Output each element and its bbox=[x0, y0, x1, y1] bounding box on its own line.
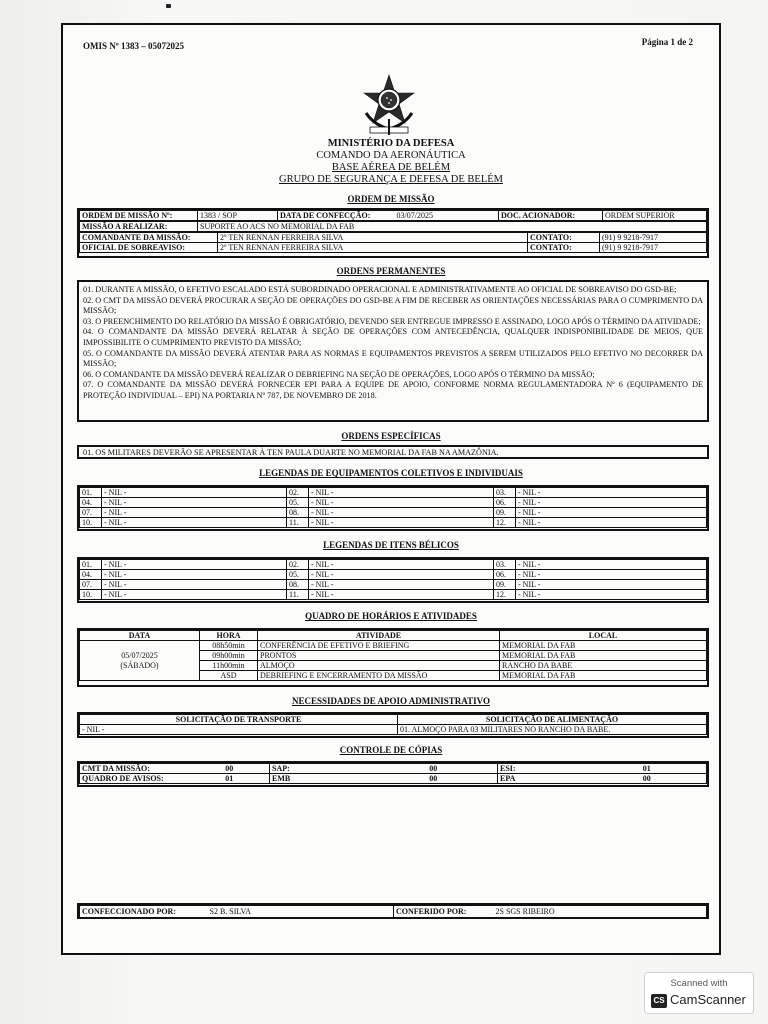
ordem-num-label: ORDEM DE MISSÃO Nº: bbox=[80, 211, 198, 221]
permanentes-box bbox=[77, 280, 709, 422]
copia-label: SAP: bbox=[270, 764, 370, 774]
org-command: COMANDO DA AERONÁUTICA bbox=[316, 150, 466, 161]
cmt-value: 2º TEN RENNAN FERREIRA SILVA bbox=[218, 233, 528, 243]
document-page bbox=[61, 23, 721, 955]
legend-number: 10. bbox=[80, 518, 102, 528]
legend-number: 01. bbox=[80, 560, 102, 570]
scanned-with-text: Scanned with bbox=[670, 978, 728, 989]
apoio-table bbox=[77, 712, 709, 738]
permanente-item: 06. O COMANDANTE DA MISSÃO DEVERÁ REALIZAR O DEBRIEFING NA SEÇÃO DE OPERAÇÕES, LOGO APÓS O TÉRMINO DA MISSÃO; bbox=[83, 369, 595, 379]
especificas-title: ORDENS ESPECÍFICAS bbox=[341, 431, 441, 441]
legend-number: 03. bbox=[494, 488, 516, 498]
quadro-header-hora: HORA bbox=[200, 631, 258, 641]
copia-label: QUADRO DE AVISOS: bbox=[80, 774, 190, 784]
camscanner-badge bbox=[644, 972, 754, 1014]
quadro-local: MEMORIAL DA FAB bbox=[500, 671, 707, 681]
legend-value: - NIL - bbox=[102, 518, 287, 528]
ordem-num-value: 1383 / SOP bbox=[198, 211, 278, 221]
belicos-table bbox=[77, 557, 709, 603]
permanente-item: 05. O COMANDANTE DA MISSÃO DEVERÁ ATENTAR PARA AS NORMAS E EQUIPAMENTOS PREVISTOS A SEREM UTILIZADOS PELO EFETIVO NO DECORRER DA MISSÃO; bbox=[83, 348, 703, 369]
legend-value: - NIL - bbox=[102, 560, 287, 570]
transporte-value: - NIL - bbox=[80, 725, 398, 735]
org-group: GRUPO DE SEGURANÇA E DEFESA DE BELÉM bbox=[278, 174, 504, 185]
legend-value: - NIL - bbox=[102, 508, 287, 518]
legend-number: 09. bbox=[494, 508, 516, 518]
legend-number: 06. bbox=[494, 498, 516, 508]
especificas-text: 01. OS MILITARES DEVERÃO SE APRESENTAR À TEN PAULA DUARTE NO MEMORIAL DA FAB NA AMAZÔNIA. bbox=[83, 448, 499, 457]
cmt-contato-label: CONTATO: bbox=[528, 233, 600, 243]
legend-value: - NIL - bbox=[102, 580, 287, 590]
permanente-item: 03. O PREENCHIMENTO DO RELATÓRIO DA MISSÃO É OBRIGATÓRIO, DEVENDO SER ENTREGUE IMPRESSO E ASSINADO, LOGO APÓS O TÉRMINO DA ATIVIDADE; bbox=[83, 316, 701, 326]
quadro-weekday: (SÁBADO) bbox=[120, 660, 159, 670]
oficial-contato-label: CONTATO: bbox=[528, 243, 600, 253]
legend-value: - NIL - bbox=[102, 590, 287, 600]
quadro-hora: 09h00min bbox=[200, 651, 258, 661]
legend-number: 02. bbox=[287, 488, 309, 498]
ordem-box bbox=[77, 208, 709, 258]
legend-value: - NIL - bbox=[516, 488, 707, 498]
legend-value: - NIL - bbox=[102, 498, 287, 508]
quadro-local: MEMORIAL DA FAB bbox=[500, 651, 707, 661]
legend-value: - NIL - bbox=[309, 518, 494, 528]
coat-of-arms-icon bbox=[356, 73, 422, 139]
especificas-box bbox=[77, 445, 709, 459]
equipamentos-table bbox=[77, 485, 709, 531]
legend-number: 05. bbox=[287, 570, 309, 580]
legend-value: - NIL - bbox=[309, 508, 494, 518]
oficial-label: OFICIAL DE SOBREAVISO: bbox=[80, 243, 218, 253]
scan-speck bbox=[166, 4, 171, 8]
legend-value: - NIL - bbox=[516, 560, 707, 570]
equipamentos-title: LEGENDAS DE EQUIPAMENTOS COLETIVOS E INDIVIDUAIS bbox=[259, 468, 523, 478]
data-confeccao-label: DATA DE CONFECÇÃO: bbox=[278, 211, 395, 221]
legend-number: 12. bbox=[494, 590, 516, 600]
permanente-item: 01. DURANTE A MISSÃO, O EFETIVO ESCALADO ESTÁ SUBORDINADO OPERACIONAL E ADMINISTRATIVAMENTE AO OFICIAL DE SOBREAVISO DO GSD-BE; bbox=[83, 285, 677, 294]
legend-number: 02. bbox=[287, 560, 309, 570]
quadro-header-local: LOCAL bbox=[500, 631, 707, 641]
quadro-atividade: ALMOÇO bbox=[258, 661, 500, 671]
copia-value: 00 bbox=[588, 774, 707, 784]
legend-value: - NIL - bbox=[516, 518, 707, 528]
permanentes-title: ORDENS PERMANENTES bbox=[336, 266, 446, 276]
quadro-table bbox=[77, 628, 709, 687]
omis-number: OMIS Nº 1383 – 05072025 bbox=[83, 41, 184, 51]
alimentacao-value: 01. ALMOÇO PARA 03 MILITARES NO RANCHO DA BABE. bbox=[398, 725, 707, 735]
quadro-local: MEMORIAL DA FAB bbox=[500, 641, 707, 651]
org-ministry: MINISTÉRIO DA DEFESA bbox=[327, 138, 455, 149]
legend-value: - NIL - bbox=[309, 560, 494, 570]
legend-value: - NIL - bbox=[309, 498, 494, 508]
copia-value: 00 bbox=[370, 774, 498, 784]
org-base: BASE AÉREA DE BELÉM bbox=[331, 162, 451, 173]
legend-value: - NIL - bbox=[102, 570, 287, 580]
page-number: Página 1 de 2 bbox=[641, 37, 693, 47]
quadro-date: 05/07/2025 bbox=[121, 650, 158, 660]
camscanner-logo-icon: CS bbox=[651, 994, 667, 1008]
copia-label: EMB bbox=[270, 774, 370, 784]
ordem-title: ORDEM DE MISSÃO bbox=[347, 194, 435, 204]
data-confeccao-value: 03/07/2025 bbox=[395, 211, 499, 221]
quadro-title: QUADRO DE HORÁRIOS E ATIVIDADES bbox=[305, 611, 477, 621]
alimentacao-header: SOLICITAÇÃO DE ALIMENTAÇÃO bbox=[398, 715, 707, 725]
quadro-hora: 11h00min bbox=[200, 661, 258, 671]
legend-value: - NIL - bbox=[309, 580, 494, 590]
legend-value: - NIL - bbox=[309, 488, 494, 498]
copias-table bbox=[77, 761, 709, 787]
legend-value: - NIL - bbox=[516, 570, 707, 580]
quadro-local: RANCHO DA BABE bbox=[500, 661, 707, 671]
belicos-title: LEGENDAS DE ITENS BÉLICOS bbox=[323, 540, 459, 550]
legend-number: 03. bbox=[494, 560, 516, 570]
legend-value: - NIL - bbox=[516, 590, 707, 600]
quadro-date-cell bbox=[80, 641, 200, 681]
transporte-header: SOLICITAÇÃO DE TRANSPORTE bbox=[80, 715, 398, 725]
copia-value: 00 bbox=[190, 764, 270, 774]
doc-acionador-label: DOC. ACIONADOR: bbox=[499, 211, 603, 221]
quadro-atividade: CONFERÊNCIA DE EFETIVO E BRIEFING bbox=[258, 641, 500, 651]
copia-value: 01 bbox=[190, 774, 270, 784]
legend-value: - NIL - bbox=[102, 488, 287, 498]
cmt-contato-value: (91) 9 9218-7917 bbox=[600, 233, 707, 243]
missao-label: MISSÃO A REALIZAR: bbox=[80, 222, 198, 232]
legend-number: 05. bbox=[287, 498, 309, 508]
copias-title: CONTROLE DE CÓPIAS bbox=[339, 745, 443, 755]
legend-number: 09. bbox=[494, 580, 516, 590]
quadro-atividade: PRONTOS bbox=[258, 651, 500, 661]
legend-number: 07. bbox=[80, 580, 102, 590]
legend-number: 07. bbox=[80, 508, 102, 518]
oficial-contato-value: (91) 9 9218-7917 bbox=[600, 243, 707, 253]
oficial-value: 2º TEN RENNAN FERREIRA SILVA bbox=[218, 243, 528, 253]
copia-value: 01 bbox=[588, 764, 707, 774]
confeccionado-label: CONFECCIONADO POR: bbox=[80, 906, 208, 918]
legend-number: 11. bbox=[287, 518, 309, 528]
legend-value: - NIL - bbox=[516, 580, 707, 590]
confeccionado-value: S2 B. SILVA bbox=[208, 906, 394, 918]
copia-label: EPA bbox=[498, 774, 588, 784]
legend-number: 08. bbox=[287, 580, 309, 590]
legend-number: 10. bbox=[80, 590, 102, 600]
legend-number: 01. bbox=[80, 488, 102, 498]
copia-label: CMT DA MISSÃO: bbox=[80, 764, 190, 774]
permanente-item: 07. O COMANDANTE DA MISSÃO DEVERÁ FORNECER EPI PARA A EQUIPE DE APOIO, CONFORME NORMA REGULAMENTADORA Nº 6 (EQUIPAMENTO DE PROTEÇÃO INDIVIDUAL – EPI) NA PORTARIA Nº 787, DE NOVEMBRO DE 2018. bbox=[83, 380, 703, 400]
legend-value: - NIL - bbox=[309, 590, 494, 600]
doc-acionador-value: ORDEM SUPERIOR bbox=[603, 211, 707, 221]
conferido-value: 2S SGS RIBEIRO bbox=[494, 906, 707, 918]
permanente-item: 04. O COMANDANTE DA MISSÃO DEVERÁ RELATAR À SEÇÃO DE OPERAÇÕES COM ANTECEDÊNCIA, QUALQUER INDISPONIBILIDADE DE MEIOS, QUE IMPOSSIBILITE O CUMPRIMENTO PREVISTO DA MISSÃO; bbox=[83, 327, 703, 347]
quadro-header-atividade: ATIVIDADE bbox=[258, 631, 500, 641]
legend-number: 04. bbox=[80, 498, 102, 508]
copia-label: ESI: bbox=[498, 764, 588, 774]
legend-value: - NIL - bbox=[516, 508, 707, 518]
quadro-hora: ASD bbox=[200, 671, 258, 681]
quadro-header-data: DATA bbox=[80, 631, 200, 641]
apoio-title: NECESSIDADES DE APOIO ADMINISTRATIVO bbox=[292, 696, 490, 706]
legend-value: - NIL - bbox=[309, 570, 494, 580]
quadro-atividade: DEBRIEFING E ENCERRAMENTO DA MISSÃO bbox=[258, 671, 500, 681]
camscanner-brand: CamScanner bbox=[670, 992, 746, 1007]
legend-number: 08. bbox=[287, 508, 309, 518]
permanente-item: 02. O CMT DA MISSÃO DEVERÁ PROCURAR A SEÇÃO DE OPERAÇÕES DO GSD-BE A FIM DE RECEBER AS ORIENTAÇÕES NECESSÁRIAS PARA O CUMPRIMENTO DA MISSÃO; bbox=[83, 295, 703, 316]
missao-value: SUPORTE AO ACS NO MEMORIAL DA FAB bbox=[198, 222, 707, 232]
conferido-label: CONFERIDO POR: bbox=[394, 906, 494, 918]
footer-box bbox=[77, 903, 709, 919]
legend-number: 06. bbox=[494, 570, 516, 580]
cmt-label: COMANDANTE DA MISSÃO: bbox=[80, 233, 218, 243]
legend-number: 12. bbox=[494, 518, 516, 528]
legend-value: - NIL - bbox=[516, 498, 707, 508]
quadro-hora: 08h50min bbox=[200, 641, 258, 651]
copia-value: 00 bbox=[370, 764, 498, 774]
legend-number: 04. bbox=[80, 570, 102, 580]
legend-number: 11. bbox=[287, 590, 309, 600]
